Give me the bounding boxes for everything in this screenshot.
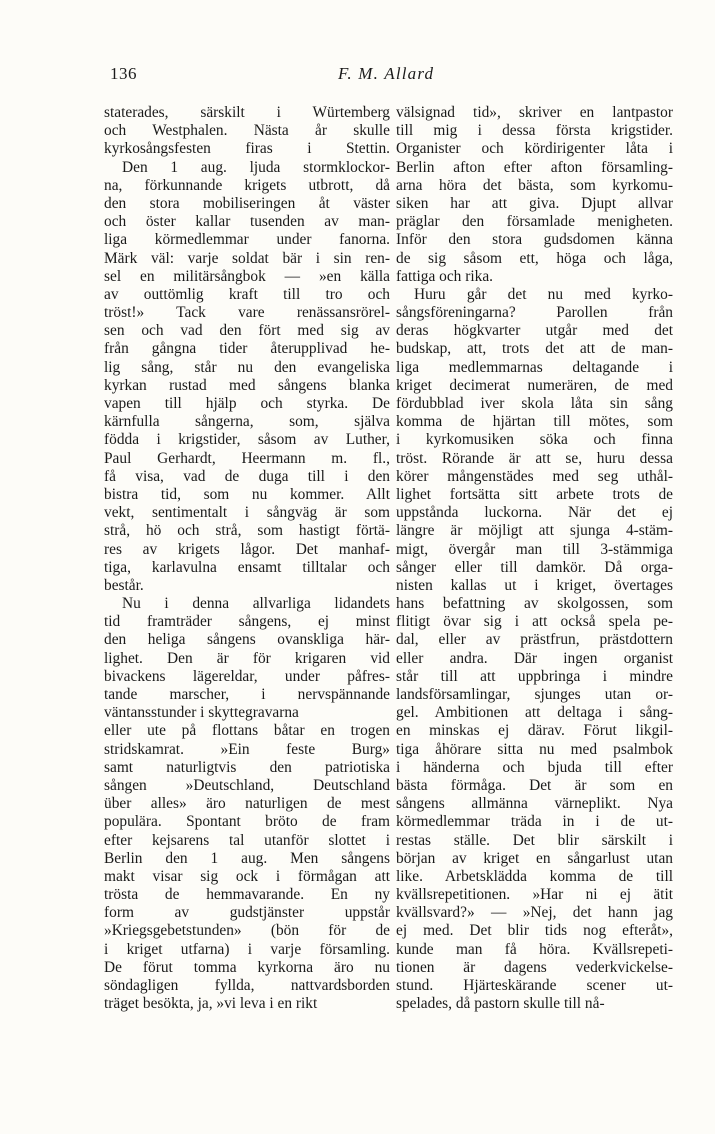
text-line: tröst!» Tack vare renässansrörel- — [104, 304, 390, 322]
text-line: den stora mobiliseringen åt väster — [104, 194, 390, 212]
text-line: från gångna tider återupplivad he- — [104, 340, 390, 358]
text-line: liga medlemmarnas deltagande i — [396, 358, 673, 376]
text-line: flitigt övar sig i att också spela pe- — [396, 613, 673, 631]
text-line: Inför den stora gudsdomen känna — [396, 231, 673, 249]
text-line: efter kejsarens tal utanför slottet i — [104, 831, 390, 849]
text-line: körer mångenstädes med seg uthål- — [396, 467, 673, 485]
text-line: eller ute på flottans båtar en trogen — [104, 722, 390, 740]
text-line: samt naturligtvis den patriotiska — [104, 758, 390, 776]
text-line: makt visar sig ock i förmågan att — [104, 867, 390, 885]
text-line: gel. Ambitionen att deltaga i sång- — [396, 704, 673, 722]
text-line: den heliga sångens ovanskliga här- — [104, 631, 390, 649]
text-line: eller andra. Där ingen organist — [396, 649, 673, 667]
text-line: fördubblad iver skola låta sin sång — [396, 395, 673, 412]
text-line: über alles» äro naturligen de mest — [104, 795, 390, 813]
text-line: sången »Deutschland, Deutschland — [104, 776, 390, 794]
text-line: tande marscher, i nervspännande — [104, 686, 390, 703]
text-line: Nu i denna allvarliga lidandets — [122, 595, 390, 613]
text-line: »Kriegsgebetstunden» (bön för de — [104, 922, 390, 940]
text-line: uppstånda luckorna. När det ej — [396, 504, 673, 522]
left-column — [104, 104, 390, 1013]
text-line: en minskas ej därav. Förut likgil- — [396, 722, 673, 740]
text-line: och öster kallar tusenden av man- — [104, 213, 390, 231]
text-line: dal, eller av prästfrun, prästdottern — [396, 631, 673, 649]
text-line: komma de hjärtan till mötes, som — [396, 413, 673, 431]
text-line: form av gudstjänster uppstår — [104, 904, 390, 922]
text-line: lighet. Den är för krigaren vid — [104, 649, 390, 667]
text-line: Den 1 aug. ljuda stormklockor- — [122, 158, 390, 176]
text-line: kyrkosångsfesten firas i Stettin. — [104, 140, 390, 158]
text-line: sångsföreningarna? Parollen från — [396, 304, 673, 322]
text-line: sen och vad den fört med sig av — [104, 322, 390, 340]
text-line: välsignad tid», skriver en lantpastor — [396, 104, 673, 121]
text-line: kärnfulla sångerna, som, själva — [104, 413, 390, 431]
text-line: Märk väl: varje soldat bär i sin ren- — [104, 249, 390, 267]
text-line: Berlin afton efter afton församling- — [396, 158, 673, 176]
text-line: och Westphalen. Nästa år skulle — [104, 122, 390, 140]
text-line: ej med. Det blir tids nog efteråt», — [396, 922, 673, 940]
page-header — [110, 64, 670, 94]
text-line: tid framträder sångens, ej minst — [104, 613, 390, 631]
text-line: få visa, vad de duga till i den — [104, 467, 390, 485]
text-line: kvällsvard?» — »Nej, det hann jag — [396, 904, 673, 922]
page-number: 136 — [110, 64, 137, 83]
text-line: trösta de hemmavarande. En ny — [104, 886, 390, 904]
text-line: Huru går det nu med kyrko- — [414, 285, 673, 303]
text-line: Organister och kördirigenter låta i — [396, 140, 673, 158]
right-column — [396, 104, 673, 1013]
text-line: deras högkvarter utgår med det — [396, 322, 673, 340]
text-line: De förut tomma kyrkorna äro nu — [104, 958, 390, 976]
text-line: hans befattning av skolgossen, som — [396, 595, 673, 613]
text-line: sel en militärsångbok — »en källa — [104, 267, 390, 285]
text-line: körmedlemmar träda in i de ut- — [396, 813, 673, 831]
text-line: präglar den församlade menigheten. — [396, 213, 673, 231]
text-line: liga körmedlemmar under fanorna. — [104, 231, 390, 249]
text-line: bivackens lägereldar, under påfres- — [104, 667, 390, 685]
text-line: nisten kallas ut i kriget, övertages — [396, 576, 673, 594]
text-line: staterades, särskilt i Würtemberg — [104, 104, 390, 121]
text-line: kunde man få höra. Kvällsrepeti- — [396, 940, 673, 958]
text-line: tiga, karlavulna ensamt tilltalar och — [104, 558, 390, 576]
text-line: bästa förmåga. Det är som en — [396, 776, 673, 794]
text-line: res av krigets lågor. Det manhaf- — [104, 540, 390, 558]
text-line: like. Arbetsklädda komma de till — [396, 867, 673, 885]
text-line: stund. Hjärteskärande scener ut- — [396, 977, 673, 994]
text-line: restas ställe. Det blir särskilt i — [396, 831, 673, 849]
text-line: av outtömlig kraft till tro och — [104, 285, 390, 303]
text-line: i kyrkomusiken söka och finna — [396, 431, 673, 449]
text-line: till mig i dessa första krigstider. — [396, 122, 673, 140]
running-head: F. M. Allard — [338, 64, 435, 83]
text-line: står till att uppbringa i mindre — [396, 667, 673, 685]
text-line: tröst. Rörande är att se, huru dessa — [396, 449, 673, 467]
text-line: födda i krigstider, såsom av Luther, — [104, 431, 390, 449]
text-line: Berlin den 1 aug. Men sångens — [104, 849, 390, 867]
text-line: budskap, att, trots det att de man- — [396, 340, 673, 358]
text-line: stridskamrat. »Ein feste Burg» — [104, 740, 390, 758]
text-line: kriget decimerat numerären, de med — [396, 376, 673, 394]
text-line: sånger eller till damkör. Då orga- — [396, 558, 673, 576]
text-line: tionen är dagens vederkvickelse- — [396, 958, 673, 976]
text-line: söndagligen fyllda, nattvardsborden — [104, 977, 390, 994]
text-line: kyrkan rustad med sångens blanka — [104, 376, 390, 394]
text-line: i händerna och bjuda till efter — [396, 758, 673, 776]
text-line: siken har att giva. Djupt allvar — [396, 194, 673, 212]
text-line: vapen till hjälp och styrka. De — [104, 395, 390, 412]
text-line: träget besökta, ja, »vi leva i en rikt — [104, 995, 318, 1013]
text-line: na, förkunnande krigets utbrott, då — [104, 176, 390, 194]
text-line: de sig såsom ett, höga och låga, — [396, 249, 673, 267]
text-line: i kriget utfarna) i varje församling. — [104, 940, 390, 958]
text-line: spelades, då pastorn skulle till nå- — [396, 995, 605, 1013]
text-line: Paul Gerhardt, Heermann m. fl., — [104, 449, 390, 467]
text-line: väntansstunder i skyttegravarna — [104, 704, 299, 722]
text-line: sångens allmänna värneplikt. Nya — [396, 795, 673, 813]
text-line: arna höra det bästa, som kyrkomu- — [396, 176, 673, 194]
text-line: fattiga och rika. — [396, 267, 494, 285]
text-line: strå, hö och strå, som hastigt förtä- — [104, 522, 390, 540]
text-line: lig sång, står nu den evangeliska — [104, 358, 390, 376]
text-line: kvällsrepetitionen. »Har ni ej ätit — [396, 886, 673, 904]
text-line: migt, övergår man till 3-stämmiga — [396, 540, 673, 558]
text-line: bistra tid, som nu kommer. Allt — [104, 485, 390, 503]
text-line: består. — [104, 576, 144, 594]
text-line: populära. Spontant bröto de fram — [104, 813, 390, 831]
text-line: lighet fortsätta sitt arbete trots de — [396, 485, 673, 503]
text-line: längre är möjligt att sjunga 4-stäm- — [396, 522, 673, 540]
text-line: tiga åhörare sitta nu med psalmbok — [396, 740, 673, 758]
text-line: början av kriget en sångarlust utan — [396, 849, 673, 867]
text-line: landsförsamlingar, sjunges utan or- — [396, 686, 673, 703]
text-line: vekt, sentimentalt i sångväg är som — [104, 504, 390, 522]
